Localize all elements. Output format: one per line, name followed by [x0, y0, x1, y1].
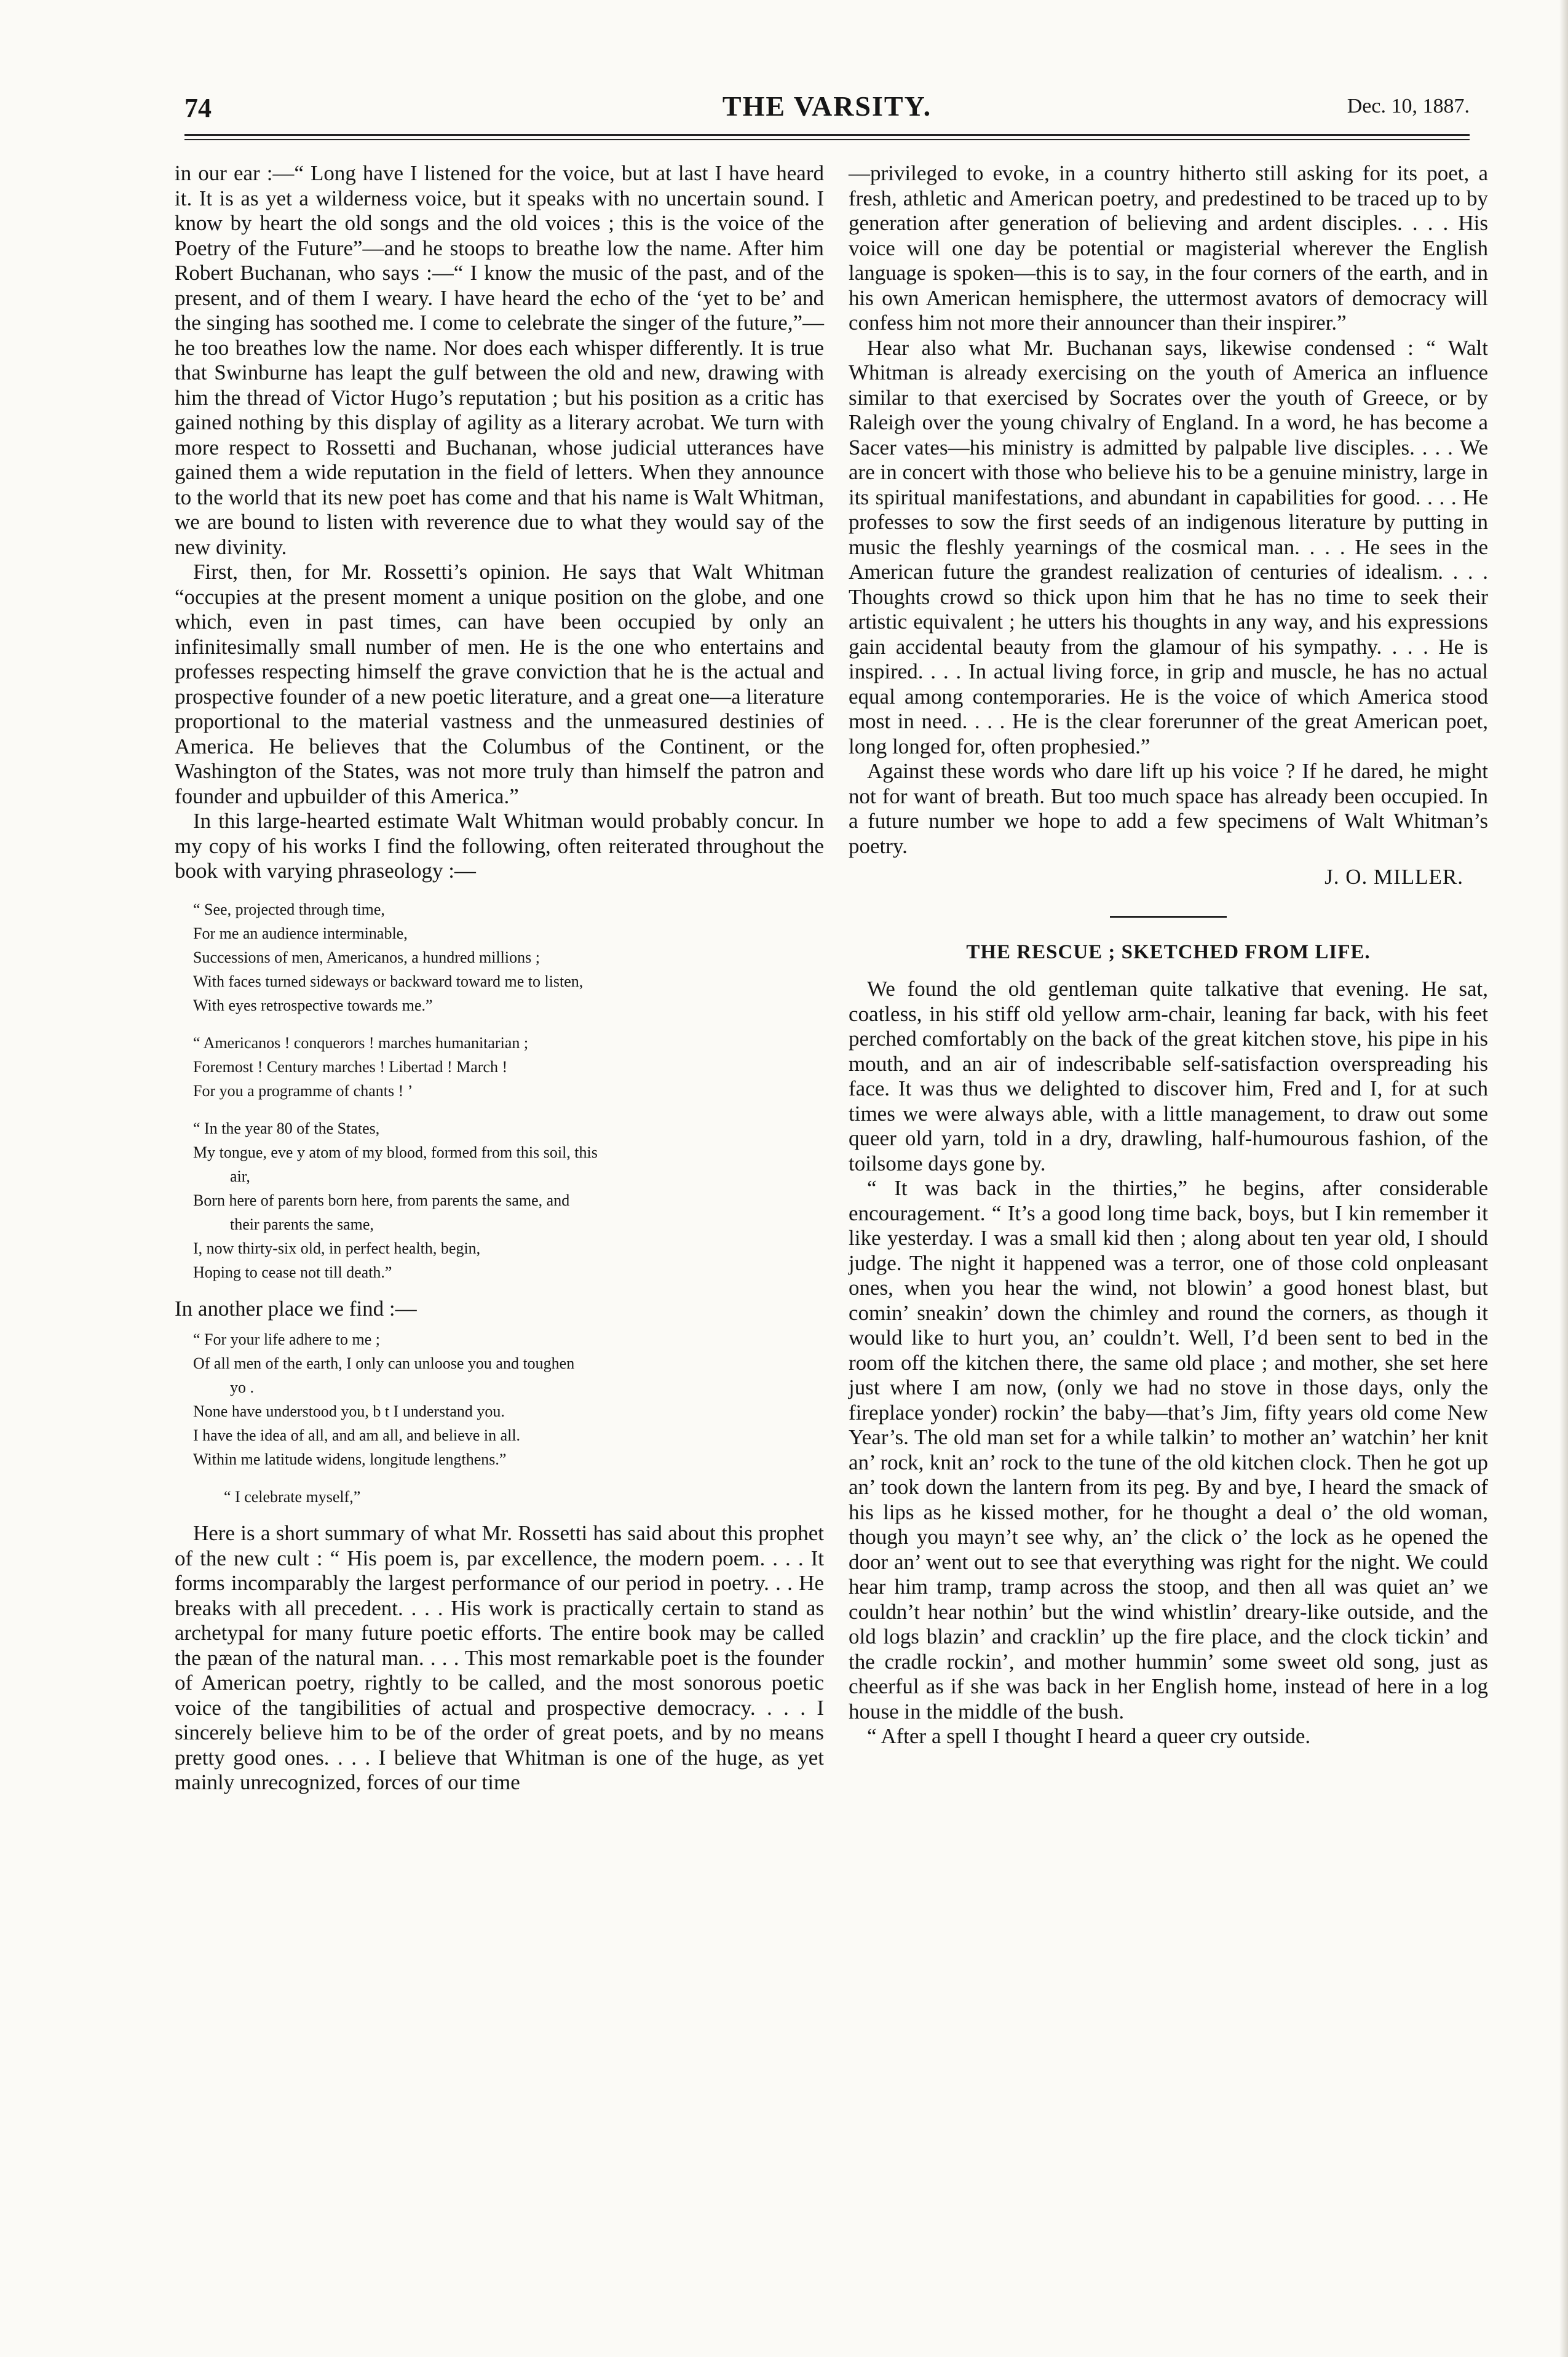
estimate-paragraph: In this large-hearted estimate Walt Whitman would probably concur. In my copy of his works I find the following, often reiterated throughout the book with varying phraseology :—: [175, 809, 824, 883]
poem-line: “ See, projected through time,: [193, 900, 385, 918]
masthead-title: THE VARSITY.: [722, 90, 932, 122]
rescue-paragraph-1: We found the old gentleman quite talkative that evening. He sat, coatless, in his stiff old yellow arm-chair, leaning far back, with his feet perched comfortably on the back of the great kitchen stove, his pipe in his mouth, and an air of indescribable self-satisfaction overspreading his face. It was thus we delighted to discover him, Fred and I, for at such times we were always able, with a little management, to draw out some queer old yarn, told in a dry, drawling, half-humourous fashion, of the toilsome days gone by.: [849, 977, 1488, 1175]
against-paragraph: Against these words who dare lift up his voice ? If he dared, he might not for want of breath. But too much space has already been occupied. In a future number we hope to add a few specimens of Walt Whitman’s poetry.: [849, 759, 1488, 858]
intro-paragraph: in our ear :—“ Long have I listened for the voice, but at last I have heard it. It is as yet a wilderness voice, but it speaks with no uncertain sound. I know by heart the old songs and the old voices ; this is the voice of the Poetry of the Future”—and he stoops to breathe low the name. After him Robert Buchanan, who says :—“ I know the music of the past, and of the present, and of them I weary. I have heard the echo of the ‘yet to be’ and the singing has soothed me. I come to celebrate the singer of the future,”—he too breathes low the name. Nor does each whisper differently. It is true that Swinburne has leapt the gulf between the old and new, drawing with him the thread of Victor Hugo’s reputation ; but his position as a critic has gained nothing by this display of agility as a literary acrobat. We turn with more respect to Rossetti and Buchanan, whose judicial utterances have gained them a wide reputation in the field of letters. When they announce to the world that its new poet has come and that his name is Walt Whitman, we are bound to listen with reverence due to what they would say of the new divinity.: [175, 161, 824, 559]
continued-paragraph: —privileged to evoke, in a country hitherto still asking for its poet, a fresh, athletic and American poetry, and predestined to be traced up to by generation after generation of believing and ardent disciples. . . . His voice will one day be potential or magisterial wherever the English language is spoken—this is to say, in the four corners of the earth, and in his own American hemisphere, the uttermost avators of democracy will confess him not more their announcer than their inspirer.”: [849, 161, 1488, 335]
poem-line: “ For your life adhere to me ;: [193, 1330, 380, 1348]
poem-line: air,: [230, 1167, 250, 1185]
poem-stanza-2: [181, 1031, 824, 1103]
poem-stanza-5: [181, 1485, 824, 1509]
poem-line: their parents the same,: [230, 1215, 374, 1233]
rescue-paragraph-3: “ After a spell I thought I heard a queer cry outside.: [867, 1724, 1311, 1748]
poem-line: Within me latitude widens, longitude lengthens.”: [193, 1450, 507, 1468]
poem-stanza-4: [181, 1327, 824, 1471]
page-number: 74: [184, 93, 212, 123]
poem-line: My tongue, eve y atom of my blood, formed from this soil, this: [193, 1143, 598, 1161]
buchanan-paragraph: Hear also what Mr. Buchanan says, likewise condensed : “ Walt Whitman is already exercising on the youth of America an influence similar to that exercised by Socrates over the youth of Greece, or by Raleigh over the young chivalry of England. In a word, he has become a Sacer vates—his ministry is admitted by palpable live disciples. . . . We are in concert with those who believe his to be a genuine ministry, large in its spiritual manifestations, and abundant in capabilities for good. . . . He professes to sow the first seeds of an indigenous literature by putting in music the fleshly yearnings of the cosmical man. . . . He sees in the American future the grandest realization of centuries of idealism. . . . Thoughts crowd so thick upon him that he has no time to seek their artistic equivalent ; he utters his thoughts in any way, and his expressions gain accidental beauty from the glamour of his sympathy. . . . He is inspired. . . . In actual living force, in grip and muscle, he has no actual equal among contemporaries. He is the voice of which America stood most in need. . . . He is the clear forerunner of the great American poet, long longed for, often prophesied.”: [849, 335, 1488, 758]
section-title: THE RESCUE ; SKETCHED FROM LIFE.: [966, 940, 1371, 963]
poem-stanza-3: [181, 1116, 824, 1284]
poem-line: Of all men of the earth, I only can unloose you and toughen: [193, 1354, 575, 1372]
poem-line: “ Americanos ! conquerors ! marches humanitarian ;: [193, 1033, 529, 1052]
poem-line: Born here of parents born here, from parents the same, and: [193, 1191, 570, 1209]
another-place-text: In another place we find :—: [175, 1296, 417, 1321]
poem-line: Foremost ! Century marches ! Libertad ! March !: [193, 1057, 508, 1076]
poem-line: With faces turned sideways or backward toward me to listen,: [193, 972, 584, 990]
rescue-paragraph-2: “ It was back in the thirties,” he begins, after considerable encouragement. “ It’s a good long time back, boys, but I kin remember it like yesterday. I was a small kid then ; along about ten year old, I should judge. The night it happened was a terror, one of those cold onpleasant ones, when you hear the wind, not blowin’ a good honest blast, but comin’ sneakin’ down the chimley and round the corners, as though it would like to hurt you, an’ couldn’t. Well, I’d been sent to bed in the room off the kitchen there, the same old place ; and mother, she set here just where I am now, (only we had no stove in those days, only the fireplace yonder) rockin’ the baby—that’s Jim, fifty years old come New Year’s. The old man set for a while talkin’ to mother an’ watchin’ her knit an’ rock, knit an’ rock to the tune of the old kitchen clock. Then he got up an’ took down the lantern from its peg. By and bye, I heard the smack of his lips as he kissed mother, for he thought a deal o’ the old woman, though you mayn’t see why, an’ the click o’ the lock as he opened the door an’ went out to see that everything was right for the night. We could hear him tramp, tramp across the stoop, and then all was quiet an’ we couldn’t hear nothin’ but the wind whistlin’ dreary-like outside, and the old logs blazin’ and cracklin’ up the fire place, and the clock tickin’ and the cradle rockin’, and mother hummin’ some sweet old song, just as cheerful as if she was back in her English home, instead of here in a log house in the middle of the bush.: [849, 1176, 1488, 1723]
poem-line: For you a programme of chants ! ’: [193, 1081, 413, 1100]
poem-quotation-2: [181, 1327, 824, 1509]
poem-line: With eyes retrospective towards me.”: [193, 996, 433, 1014]
poem-line: Successions of men, Americanos, a hundred millions ;: [193, 948, 540, 966]
rossetti-paragraph: First, then, for Mr. Rossetti’s opinion. He says that Walt Whitman “occupies at the present moment a unique position on the globe, and one which, even in past times, can have been occupied by only an infinitesimally small number of men. He is the one who entertains and professes respecting himself the grave conviction that he is the actual and prospective founder of a new poetic literature, and a great one—a literature proportional to the material vastness and the unmeasured destinies of America. He believes that the Columbus of the Continent, or the Washington of the States, was not more truly than himself the patron and founder and upbuilder of this America.”: [175, 560, 824, 808]
poem-line: Hoping to cease not till death.”: [193, 1263, 392, 1281]
poem-line: “ I celebrate myself,”: [224, 1488, 361, 1506]
poem-line: None have understood you, b t I understand you.: [193, 1402, 505, 1420]
page-header: [184, 86, 1470, 129]
page-binding-edge: [1559, 0, 1568, 2357]
poem-line: yo .: [230, 1378, 254, 1396]
header-rule-top: [184, 134, 1470, 136]
right-column: [849, 161, 1488, 1749]
poem-quotation: [181, 897, 824, 1284]
poem-line: I, now thirty-six old, in perfect health, begin,: [193, 1239, 481, 1257]
author-signature: J. O. MILLER.: [1324, 865, 1463, 889]
poem-line: “ In the year 80 of the States,: [193, 1119, 380, 1137]
poem-line: For me an audience interminable,: [193, 924, 408, 942]
left-column: [175, 161, 824, 1795]
summary-paragraph: Here is a short summary of what Mr. Rossetti has said about this prophet of the new cult : “ His poem is, par excellence, the modern poem. . . . It forms incomparably the largest performance of our period in poetry. . . He breaks with all precedent. . . . His work is practically certain to stand as archetypal for many future poetic efforts. The entire book may be called the pæan of the natural man. . . . This most remarkable poet is the founder of American poetry, rightly to be called, and the most sonorous poetic voice of the tangibilities of actual and prospective democracy. . . . I sincerely believe him to be of the order of great poets, and by no means pretty good ones. . . . I believe that Whitman is one of the huge, as yet mainly unrecognized, forces of our time: [175, 1521, 824, 1794]
poem-stanza-1: [181, 897, 824, 1017]
issue-date: Dec. 10, 1887.: [1347, 95, 1470, 117]
header-rule-bottom: [184, 139, 1470, 140]
section-divider: [1110, 916, 1227, 918]
poem-line: I have the idea of all, and am all, and believe in all.: [193, 1426, 521, 1444]
